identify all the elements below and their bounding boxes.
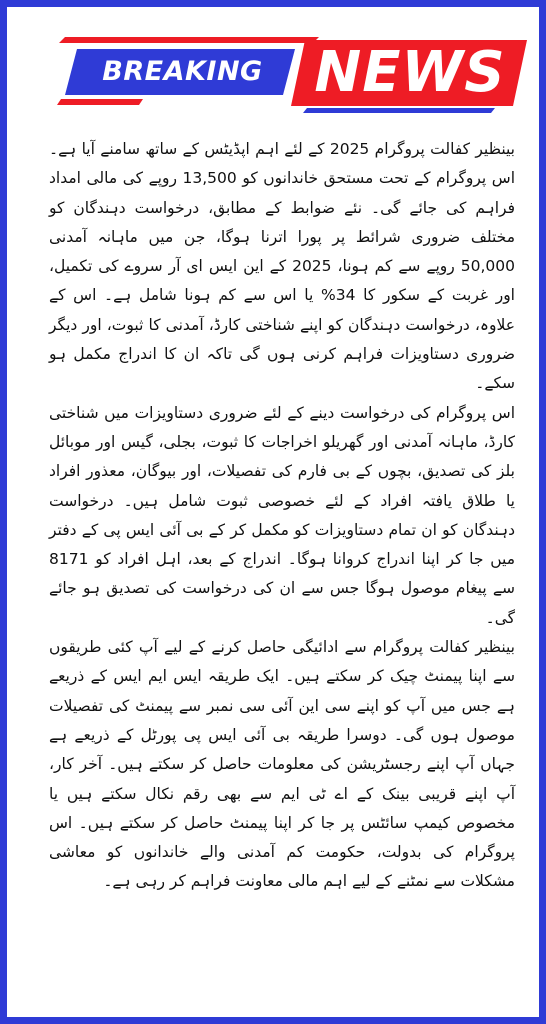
article-paragraph-2: اس پروگرام کی درخواست دینے کے لئے ضروری دستاویزات میں شناختی کارڈ، ماہانہ آمدنی اور گھریلو اخراجات کا ثبوت، بجلی، گیس اور موبائل بلز کی تصدیق، بچوں کے بی فارم کی تفصیلات، اور بیوگان، معذور افراد یا طلاق یافتہ افراد کے لئے خصوصی ثبوت شامل ہیں۔ درخواست دہندگان کو ان تمام دستاویزات کو مکمل کر کے بی آئی ایس پی کے دفتر میں جا کر اپنا اندراج کروانا ہوگا۔ اندراج کے بعد، اہل افراد کو 8171 سے پیغام موصول ہوگا جس سے ان کی درخواست کی تصدیق ہو جائے گی۔ [49,403,515,627]
red-accent-bottom [57,99,143,105]
article-paragraph-3: بینظیر کفالت پروگرام سے ادائیگی حاصل کرنے کے لیے آپ کئی طریقوں سے اپنا پیمنٹ چیک کر سکتے ہیں۔ ایک طریقہ ایس ایم ایس کے ذریعے ہے جس میں آپ کو اپنے سی این آئی سی نمبر سے پیمنٹ کی تفصیلات موصول ہوں گی۔ دوسرا طریقہ بی آئی ایس پی پورٹل کے ذریعے ہے جہاں آپ اپنے رجسٹریشن کی معلومات حاصل کر سکتے ہیں۔ آخر کار، آپ اپنے قریبی بینک کے اے ٹی ایم سے بھی رقم نکال سکتے ہیں یا مخصوص کیمپ سائٹس پر جا کر اپنا پیمنٹ حاصل کر سکتے ہیں۔ اس پروگرام کی بدولت، حکومت کم آمدنی والے خاندانوں کو معاشی مشکلات سے نمٹنے کے لیے اہم مالی معاونت فراہم کر رہی ہے۔ [49,638,515,891]
article-paragraph-1: بینظیر کفالت پروگرام 2025 کے لئے اہم اپڈیٹس کے ساتھ سامنے آیا ہے۔ اس پروگرام کے تحت مستحق خاندانوں کو 13,500 روپے کی مالی امداد فراہم کی جائے گی۔ نئے ضوابط کے مطابق، درخواست دہندگان کو مختلف ضروری شرائط پر پورا اترنا ہوگا، جن میں ماہانہ آمدنی 50,000 روپے سے کم ہونا، 2025 کے این ایس ای آر سروے کی تکمیل، اور غربت کے سکور کا 34% یا اس سے کم ہونا شامل ہے۔ اس کے علاوہ، درخواست دہندگان کو اپنے شناختی کارڈ، آمدنی کا ثبوت، اور دیگر ضروری دستاویزات فراہم کرنی ہوں گی تاکہ ان کا اندراج مکمل ہو سکے۔ [49,140,515,393]
breaking-label: BREAKING [102,56,263,87]
news-label: NEWS [314,40,506,105]
article-body [49,135,515,897]
breaking-news-banner [7,7,546,127]
red-accent-top [59,37,319,43]
blue-accent-bottom [303,108,495,113]
